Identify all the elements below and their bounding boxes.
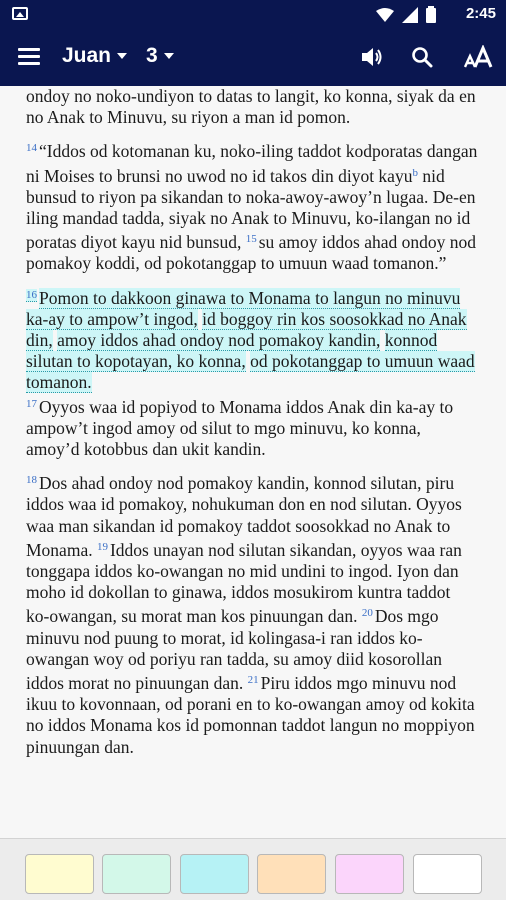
- verse-number[interactable]: 19: [96, 540, 108, 553]
- highlight-swatch-orange[interactable]: [257, 854, 326, 894]
- chapter-text[interactable]: [0, 86, 506, 838]
- verse-text: ondoy no noko-undiyon to datas to langit, ko konna, siyak da en no Anak to Minuvu, su riyon a man id pomon.: [26, 86, 476, 128]
- verse-text[interactable]: Dos ahad ondoy nod pomakoy kandin, konnod silutan, piru iddos waa id pomakoy, nohukuman don en nod silutan. Oyyos waa man sikandan id pomakoy taddot soosokkad no Anak to Monama.: [26, 473, 462, 560]
- chevron-down-icon: [164, 53, 174, 59]
- verse-number[interactable]: 21: [247, 674, 259, 687]
- highlight-swatch-pink[interactable]: [335, 854, 404, 894]
- highlight-swatch-yellow[interactable]: [25, 854, 94, 894]
- highlighted-verse-text[interactable]: Pomon to dakkoon ginawa to Monama to langun no minuvu ka-ay to ampow’t ingod,: [26, 287, 461, 329]
- verse-text[interactable]: Piru iddos mgo minuvu nod ikuu to kovonnaan, od porani en to ko-owangan amoy od kokita no iddos Monama kos id pomonnan taddot langun no moppiyon pinuungan dan.: [26, 673, 475, 757]
- paragraph: [26, 86, 478, 128]
- chapter-number: 3: [146, 44, 158, 67]
- signal-icon: [402, 7, 418, 23]
- highlight-swatch-green[interactable]: [102, 854, 171, 894]
- speaker-icon: [360, 46, 384, 68]
- verse-number[interactable]: 18: [26, 474, 37, 487]
- audio-button[interactable]: [358, 44, 386, 70]
- highlight-color-bar: [0, 838, 506, 900]
- text-size-button[interactable]: [462, 44, 496, 70]
- highlighted-verse-text[interactable]: od pokotanggap to umuun waad tomanon.: [26, 351, 475, 393]
- menu-icon[interactable]: [18, 48, 40, 66]
- battery-icon: [426, 6, 436, 23]
- verse-number[interactable]: 16: [26, 288, 37, 301]
- paragraph: [26, 138, 478, 274]
- verse-number[interactable]: 14: [26, 142, 37, 155]
- gallery-notification-icon: [12, 7, 28, 20]
- highlighted-verse-text[interactable]: amoy iddos ahad ondoy nod pomakoy kandin,: [57, 330, 381, 351]
- wifi-icon: [376, 7, 394, 23]
- paragraph: [26, 470, 478, 758]
- highlighted-verse-text[interactable]: konnod silutan to kopotayan, ko konna,: [26, 330, 438, 372]
- status-icons: [376, 6, 436, 23]
- verse-number[interactable]: 20: [361, 607, 373, 620]
- book-name: Juan: [62, 44, 112, 67]
- app-toolbar: [0, 28, 506, 86]
- verse-number[interactable]: 17: [26, 397, 37, 410]
- verse-text[interactable]: nid bunsud to riyon pa sikandan to noka-awoy-awoy’n lugaa. De-en iling mandad tadda, siyak no Anak to Minuvu, ko-ilangan no id poratas diyot kayu nid bunsud,: [26, 165, 476, 253]
- footnote-marker[interactable]: b: [412, 166, 418, 179]
- highlight-swatch-cyan[interactable]: [180, 854, 249, 894]
- verse-text[interactable]: Dos mgo minuvu nod puung to morat, id kolingasa-i ran iddos ko-owangan woy od poriyu ran tadda, su amoy diid kosorollan iddos morat no pinuungan dan.: [26, 606, 443, 694]
- highlighted-verse-text[interactable]: id boggoy rin kos soosokkad no Anak din,: [26, 308, 467, 351]
- search-button[interactable]: [408, 44, 436, 70]
- book-selector[interactable]: [62, 44, 127, 68]
- chevron-down-icon: [117, 53, 127, 59]
- verse-text[interactable]: “Iddos od kotomanan ku, noko-iling taddot kodporatas dangan ni Moises to brunsi no uwod no id takos din diyot kayu: [26, 141, 478, 186]
- status-bar: [0, 0, 506, 28]
- verse-text[interactable]: su amoy iddos ahad ondoy nod pomakoy koddi, od pokotanggap to umuun waad tomanon.”: [26, 232, 476, 274]
- verse-number[interactable]: 15: [245, 233, 257, 246]
- highlight-swatch-none[interactable]: [413, 854, 482, 894]
- verse-text[interactable]: Iddos unayan nod silutan sikandan, oyyos waa ran tonggapa iddos ko-owangan no mid undini to ingod. Iyon dan moho id dokollan to ginawa, iddos mosukirom kuntra taddot ko-owangan, su morat man kos pinuungan dan.: [26, 539, 462, 627]
- paragraph: [26, 285, 478, 461]
- chapter-selector[interactable]: [146, 44, 174, 68]
- clock: 2:45: [465, 5, 496, 22]
- verse-text[interactable]: Oyyos waa id popiyod to Monama iddos Anak din ka-ay to ampow’t ingod amoy od silut to mgo minuvu, ko konna, amoy’d kotobbus dan ukit kandin.: [26, 396, 454, 460]
- search-icon: [411, 46, 433, 68]
- font-size-icon: [464, 45, 494, 69]
